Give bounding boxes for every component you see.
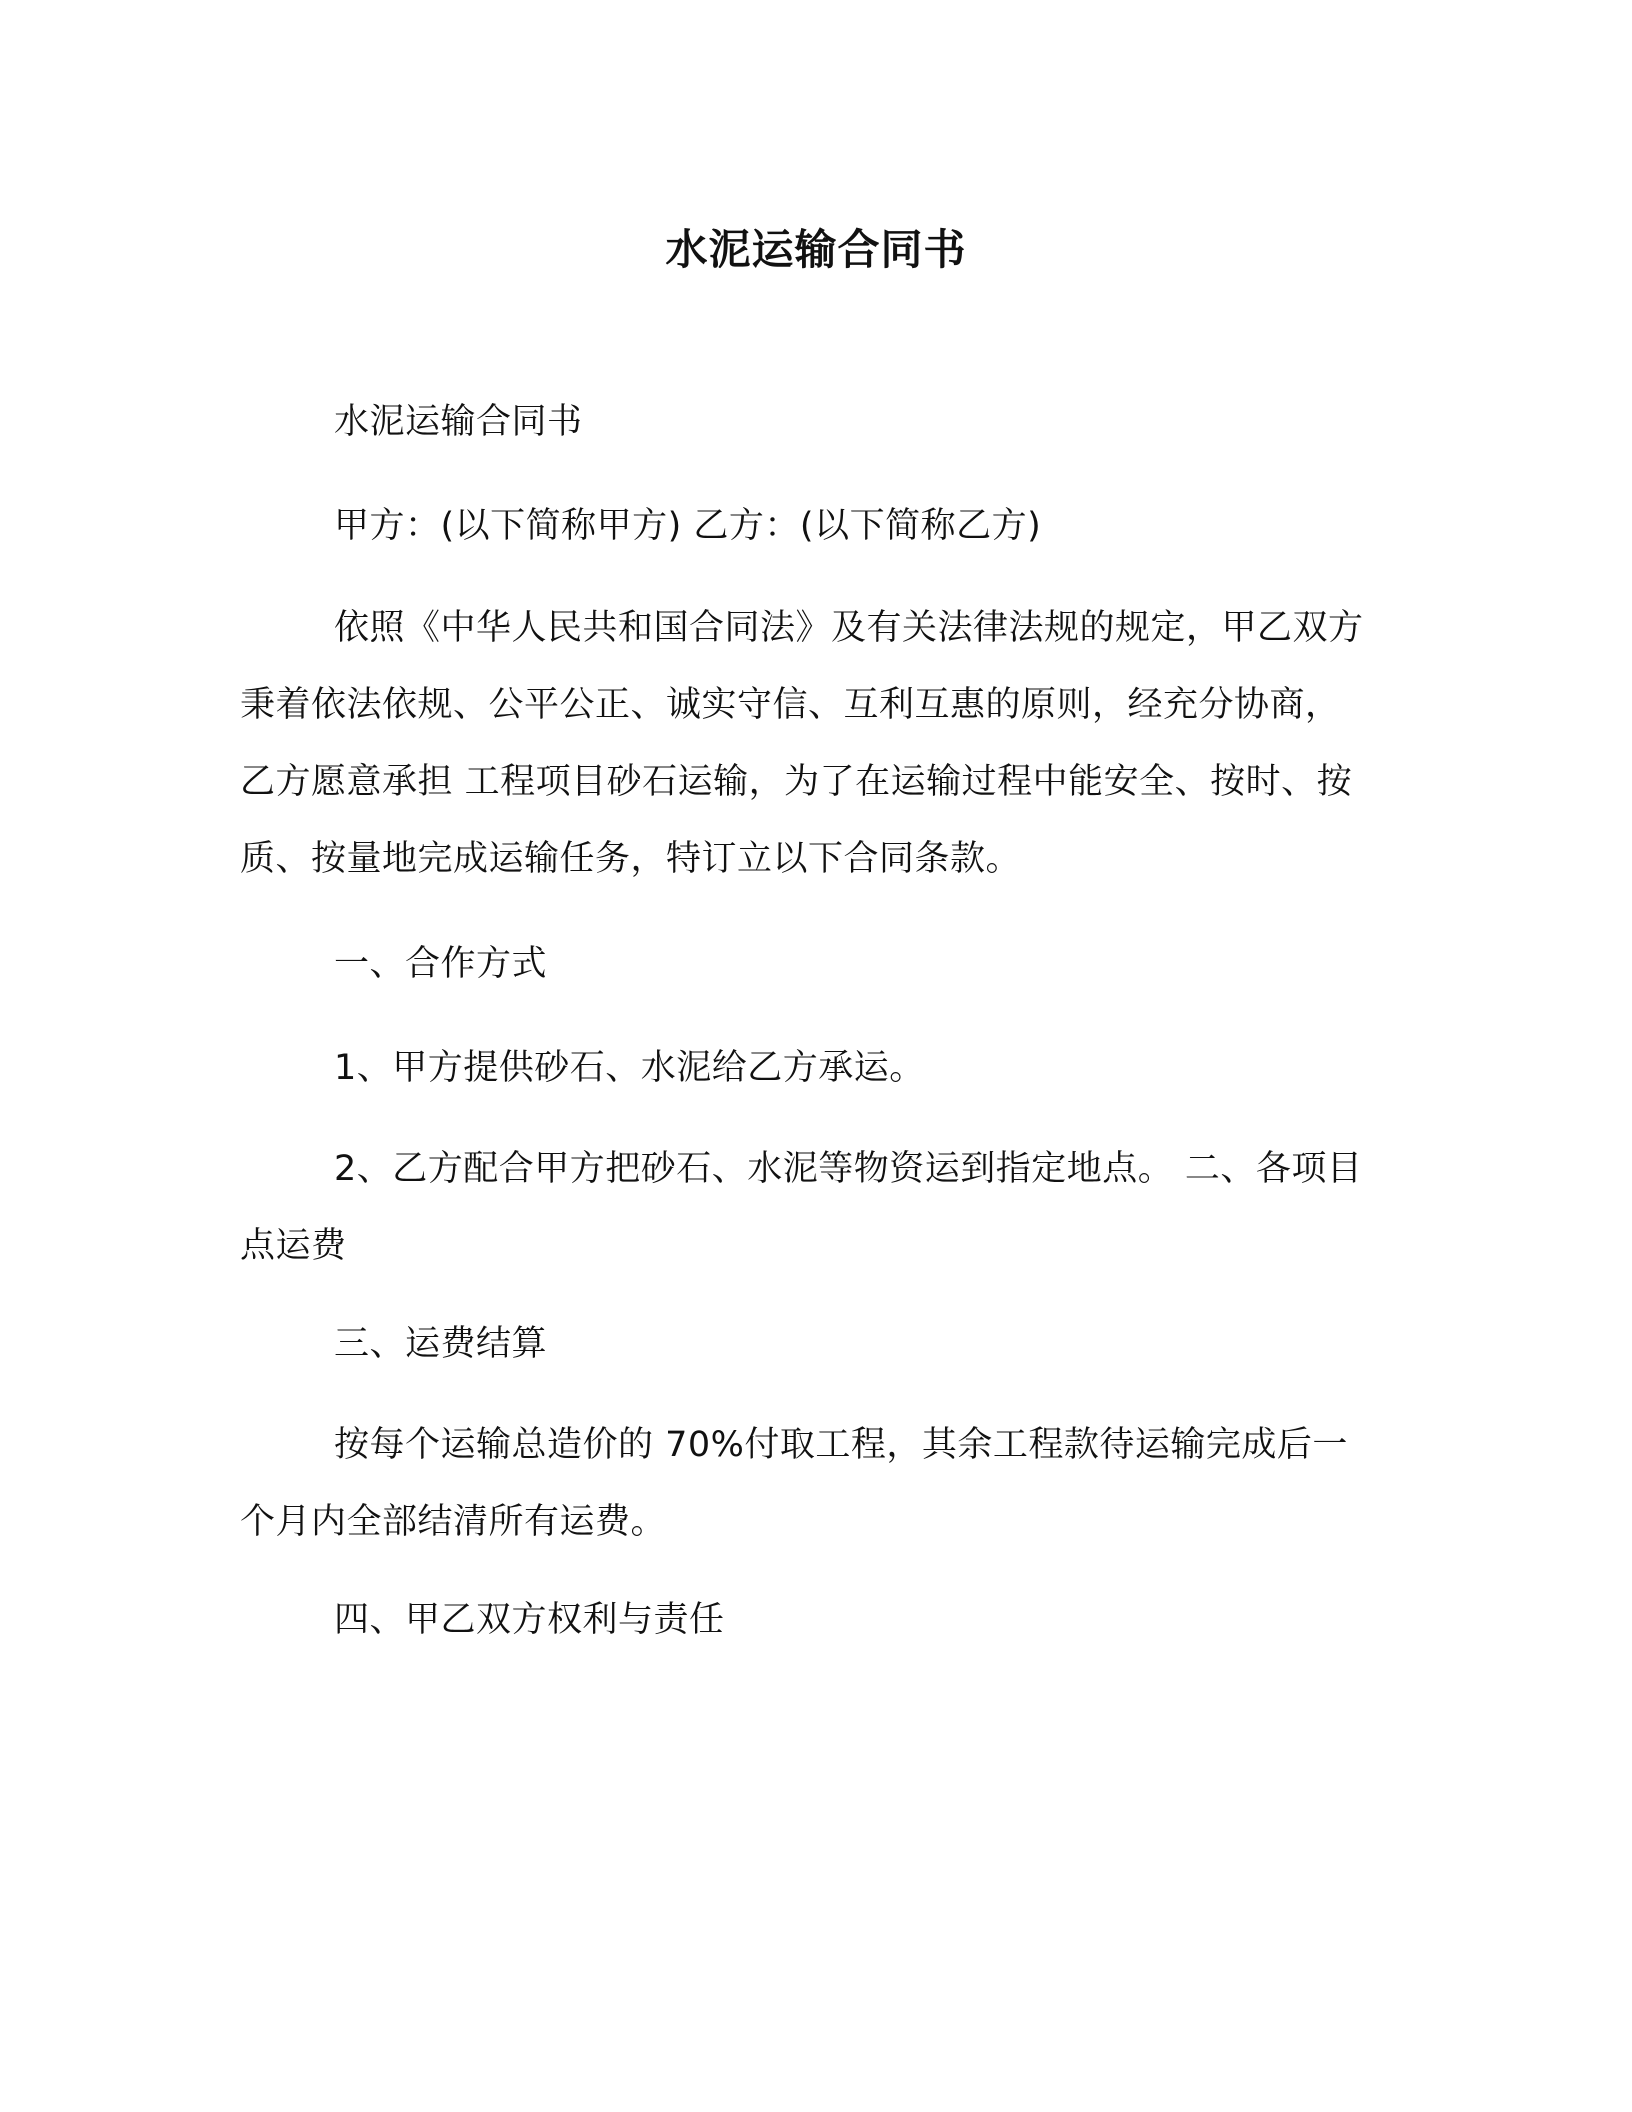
parties-line: 甲方：(以下简称甲方) 乙方：(以下简称乙方) xyxy=(334,506,1042,546)
cooperation-item-1: 1、甲方提供砂石、水泥给乙方承运。 xyxy=(334,1048,925,1088)
settlement-paragraph: 按每个运输总造价的 70%付取工程，其余工程款待运输完成后一个月内全部结清所有运费。 xyxy=(240,1425,1348,1542)
section-heading-cooperation: 一、合作方式 xyxy=(334,944,548,984)
section-heading-rights: 四、甲乙双方权利与责任 xyxy=(334,1600,725,1640)
section-heading-settlement: 三、运费结算 xyxy=(334,1324,548,1364)
document-title: 水泥运输合同书 xyxy=(665,225,967,274)
cooperation-item-2: 2、乙方配合甲方把砂石、水泥等物资运到指定地点。 二、各项目点运费 xyxy=(240,1149,1363,1266)
preamble-paragraph: 依照《中华人民共和国合同法》及有关法律法规的规定，甲乙双方秉着依法依规、公平公正、诚实守信、互利互惠的原则，经充分协商，乙方愿意承担 工程项目砂石运输，为了在运输过程中能安全、按时、按质、按量地完成运输任务，特订立以下合同条款。 xyxy=(240,608,1364,879)
document-subtitle: 水泥运输合同书 xyxy=(334,402,583,442)
